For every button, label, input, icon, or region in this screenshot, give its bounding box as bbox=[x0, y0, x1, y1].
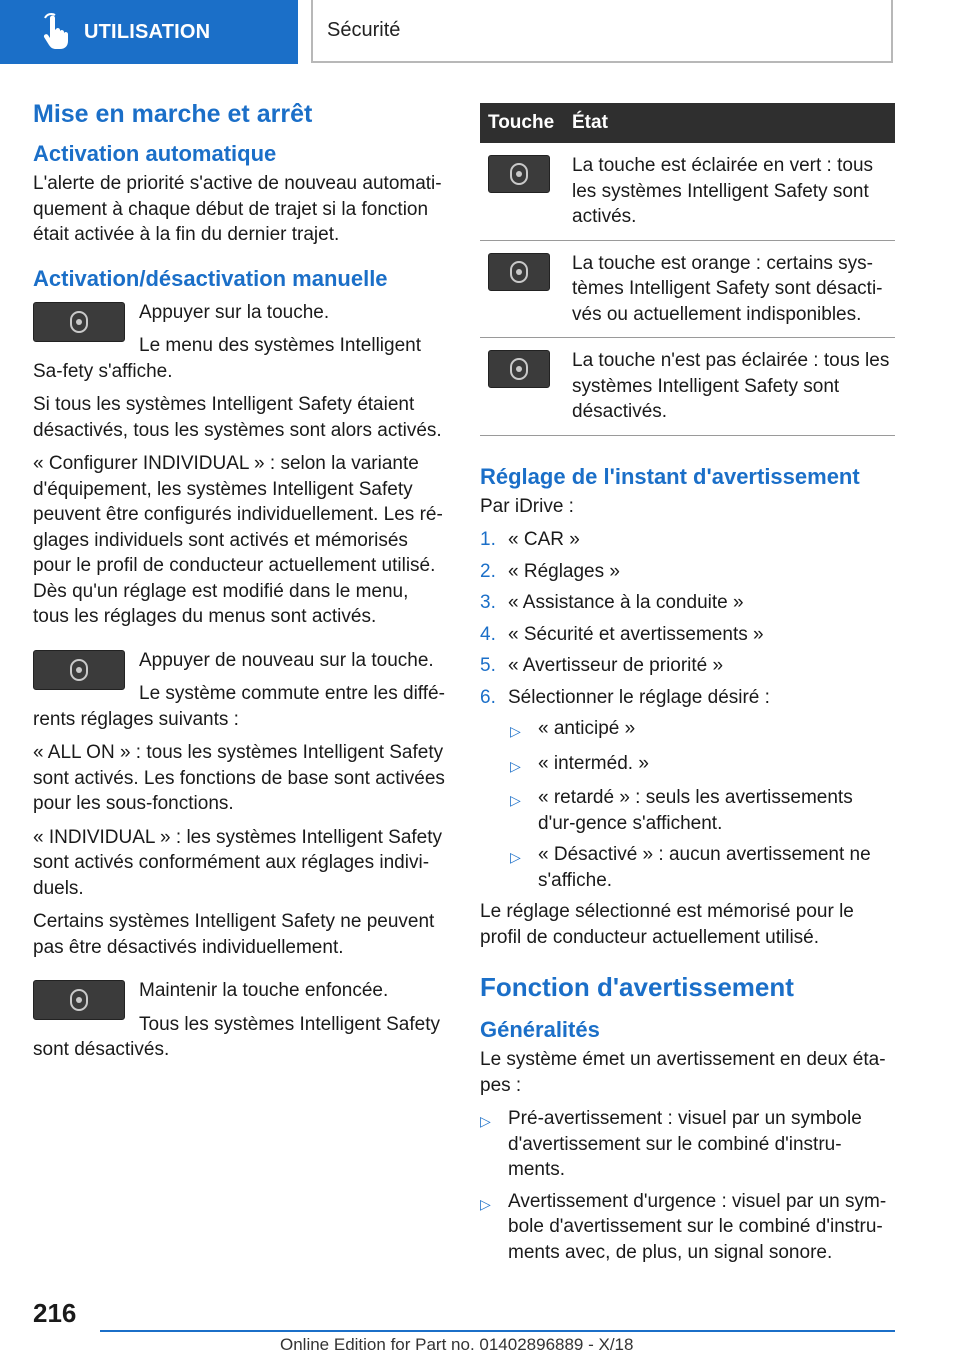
heading-activation-manuelle: Activation/désactivation manuelle bbox=[33, 265, 388, 291]
triangle-bullet-icon: ▷ bbox=[510, 792, 521, 808]
safety-button-icon bbox=[33, 302, 125, 342]
button-instruction bbox=[33, 978, 447, 1063]
heading-reglage: Réglage de l'instant d'avertissement bbox=[480, 463, 860, 489]
triangle-bullet-icon: ▷ bbox=[480, 1113, 491, 1129]
table-header: État bbox=[564, 103, 895, 143]
button-instruction bbox=[33, 300, 447, 385]
table-row bbox=[480, 338, 895, 436]
safety-button-icon bbox=[488, 350, 550, 388]
safety-button-icon bbox=[488, 253, 550, 291]
triangle-bullet-icon: ▷ bbox=[510, 723, 521, 739]
option-list bbox=[510, 716, 895, 893]
heading-mise-en-marche: Mise en marche et arrêt bbox=[33, 100, 313, 128]
list-item: ▷ « interméd. » bbox=[510, 751, 895, 780]
table-row bbox=[480, 240, 895, 338]
table-cell: La touche n'est pas éclairée : tous les systèmes Intelligent Safety sont désactivés. bbox=[564, 338, 895, 436]
heading-activation-auto: Activation automatique bbox=[33, 141, 277, 166]
list-item: 3. « Assistance à la conduite » bbox=[480, 592, 744, 613]
table-cell: La touche est éclairée en vert : tous les systèmes Intelligent Safety sont activés. bbox=[564, 143, 895, 240]
instruction-line: Le menu des systèmes Intelligent Sa-fety s'affiche. bbox=[33, 335, 421, 382]
table-row bbox=[480, 143, 895, 240]
page-number: 216 bbox=[33, 1298, 77, 1328]
safety-button-icon bbox=[488, 155, 550, 193]
button-state-table bbox=[480, 103, 895, 436]
paragraph: Si tous les systèmes Intelligent Safety étaient désactivés, tous les systèmes sont alors activés. bbox=[33, 394, 442, 441]
instruction-line: Appuyer sur la touche. bbox=[139, 301, 330, 323]
paragraph: Certains systèmes Intelligent Safety ne peuvent pas être désactivés individuellement. bbox=[33, 911, 435, 958]
list-item: 5. « Avertisseur de priorité » bbox=[480, 655, 724, 676]
section-title: Sécurité bbox=[311, 0, 893, 63]
bullet-list bbox=[480, 1106, 895, 1265]
list-item: 4. « Sécurité et avertissements » bbox=[480, 623, 764, 645]
paragraph: Par iDrive : bbox=[480, 495, 574, 517]
paragraph: « INDIVIDUAL » : les systèmes Intelligent Safety sont activés conformément aux réglages indivi-duels. bbox=[33, 826, 443, 899]
list-item: ▷ « anticipé » bbox=[510, 716, 895, 745]
button-instruction bbox=[33, 648, 447, 733]
steps-list bbox=[480, 527, 895, 710]
triangle-bullet-icon: ▷ bbox=[510, 757, 521, 774]
table-cell: La touche est orange : certains sys-tèmes Intelligent Safety sont désacti-vés ou actuellement indisponibles. bbox=[564, 240, 895, 338]
paragraph: « ALL ON » : tous les systèmes Intelligent Safety sont activés. Les fonctions de base sont activées pour les sous-fonctions. bbox=[33, 742, 445, 814]
page-header bbox=[0, 0, 960, 66]
hand-pointer-icon bbox=[34, 12, 74, 52]
list-item: 1. « CAR » bbox=[480, 529, 580, 550]
instruction-line: Le système commute entre les diffé-rents réglages suivants : bbox=[33, 683, 445, 730]
safety-button-icon bbox=[33, 650, 125, 690]
section-tab-utilisation[interactable] bbox=[0, 0, 298, 64]
paragraph: Le système émet un avertissement en deux éta-pes : bbox=[480, 1049, 886, 1096]
right-column bbox=[480, 103, 895, 1271]
safety-button-icon bbox=[33, 980, 125, 1020]
list-item: ▷ Avertissement d'urgence : visuel par un sym-bole d'avertissement sur le combiné d'instru-ments avec, de plus, un signal sonore. bbox=[480, 1189, 895, 1266]
footer-edition: Online Edition for Part no. 01402896889 - X/18 bbox=[280, 1335, 634, 1354]
table-header: Touche bbox=[480, 103, 564, 143]
list-item: 6. Sélectionner le réglage désiré : bbox=[480, 686, 770, 708]
tab-label: UTILISATION bbox=[84, 20, 211, 43]
paragraph: L'alerte de priorité s'active de nouveau automati-quement à chaque début de trajet si la fonction était activée à la fin du dernier trajet. bbox=[33, 173, 442, 245]
triangle-bullet-icon: ▷ bbox=[480, 1195, 491, 1212]
list-item: ▷ « Désactivé » : aucun avertissement ne s'affiche. bbox=[510, 842, 895, 893]
list-item: 2. « Réglages » bbox=[480, 560, 620, 582]
paragraph: « Configurer INDIVIDUAL » : selon la variante d'équipement, les systèmes Intelligent Safety peuvent être configurés individuellement. Les ré-glages individuels sont activés et mémorisés pour le profil de conducteur actuellement utilisé. Dès qu'un réglage est modifié dans le menu, tous les réglages du menus sont activés. bbox=[33, 453, 443, 627]
heading-fonction: Fonction d'avertissement bbox=[480, 972, 794, 1002]
instruction-line: Tous les systèmes Intelligent Safety sont désactivés. bbox=[33, 1013, 440, 1060]
heading-generalites: Généralités bbox=[480, 1017, 600, 1042]
triangle-bullet-icon: ▷ bbox=[510, 849, 521, 865]
list-item: ▷ Pré-avertissement : visuel par un symbole d'avertissement sur le combiné d'instru-ments. bbox=[480, 1106, 895, 1183]
list-item: ▷ « retardé » : seuls les avertissements d'ur-gence s'affichent. bbox=[510, 785, 895, 836]
left-column bbox=[33, 100, 447, 1071]
paragraph: Le réglage sélectionné est mémorisé pour le profil de conducteur actuellement utilisé. bbox=[480, 901, 854, 948]
instruction-line: Appuyer de nouveau sur la touche. bbox=[139, 649, 434, 671]
footer-divider bbox=[100, 1330, 895, 1332]
instruction-line: Maintenir la touche enfoncée. bbox=[139, 980, 389, 1001]
